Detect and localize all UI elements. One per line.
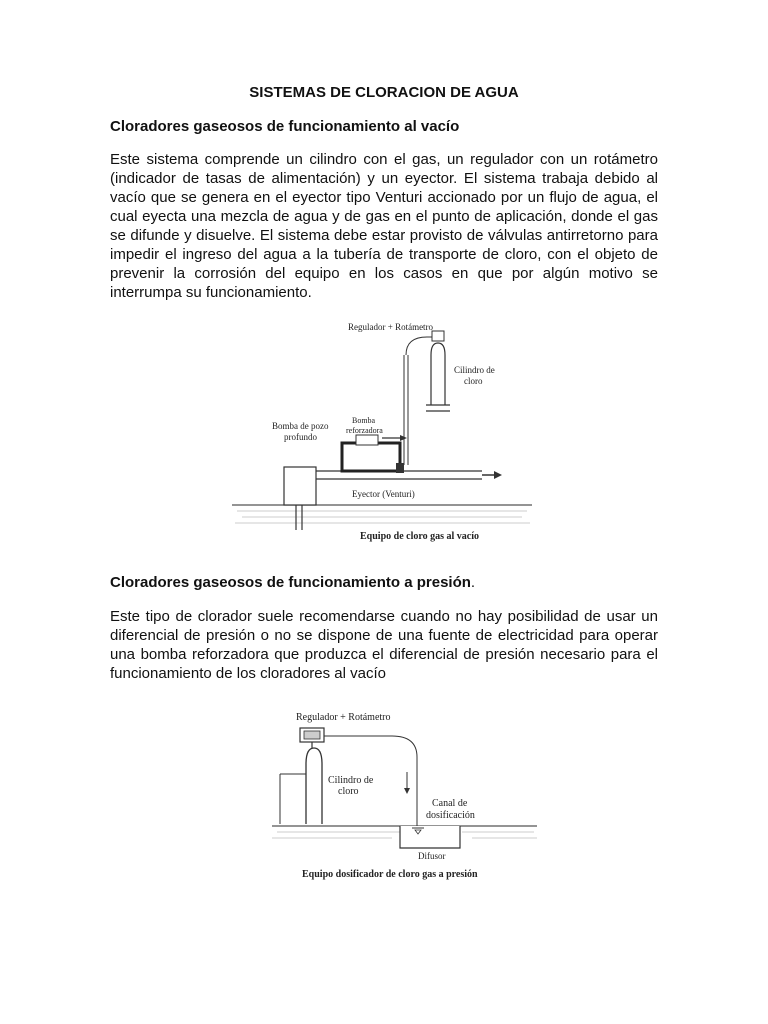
document-title: SISTEMAS DE CLORACION DE AGUA [249, 84, 519, 101]
vacuum-chlorinator-figure [232, 315, 542, 550]
well-pump-label-line1: Bomba de pozo [272, 421, 329, 431]
well-pump-shape [284, 467, 316, 505]
figure2-caption: Equipo dosificador de cloro gas a presión [302, 869, 478, 880]
cylinder-label-line2: cloro [338, 786, 359, 797]
section2-heading: Cloradores gaseosos de funcionamiento a presión [110, 574, 471, 591]
flow-arrow-icon [404, 788, 410, 794]
figure1-caption: Equipo de cloro gas al vacío [360, 531, 479, 542]
ejector-shape [396, 463, 404, 473]
section1-paragraph [110, 150, 658, 302]
section1-heading: Cloradores gaseosos de funcionamiento al vacío [110, 118, 460, 135]
chlorine-cylinder-shape [306, 748, 322, 824]
cylinder-label-line1: Cilindro de [454, 365, 495, 375]
flow-arrow-icon [494, 471, 502, 479]
section1-body: Este sistema comprende un cilindro con el gas, un regulador con un rotámetro (indicador de tasas de alimentación) y un eyector. El sistema trabaja debido al vacío que se genera en el eyector tipo Venturi accionado por un flujo de agua, el cual eyecta una mezcla de agua y de gas en el punto de aplicación, donde el gas se difunde y disuelve. El sistema debe estar provisto de válvulas antirretorno para impedir el ingreso del agua a la tubería de transporte de cloro, con el objeto de prevenir la corrosión del equipo en los casos en que por algún motivo se interrumpa su funcionamiento. [110, 151, 658, 301]
section2-heading-wrapper [110, 574, 660, 591]
channel-label-line2: dosificación [426, 810, 475, 821]
regulator-label: Regulador + Rotámetro [348, 322, 434, 332]
channel-label-line1: Canal de [432, 798, 468, 809]
ejector-label: Eyector (Venturi) [352, 489, 415, 499]
cylinder-label-line2: cloro [464, 376, 483, 386]
booster-label-line2: reforzadora [346, 426, 383, 435]
regulator-shape [432, 331, 444, 341]
section2-body: Este tipo de clorador suele recomendarse cuando no hay posibilidad de usar un diferencial de presión o no se dispone de una fuente de electricidad para operar una bomba reforzadora que produzca el diferencial de presión necesario para el funcionamiento de los cloradores al vacío [110, 608, 658, 682]
well-pump-label-line2: profundo [284, 432, 317, 442]
cylinder-label-line1: Cilindro de [328, 775, 374, 786]
booster-label-line1: Bomba [352, 416, 376, 425]
pressure-chlorinator-figure [272, 702, 542, 887]
chlorine-cylinder-shape [431, 343, 445, 405]
dosing-channel-shape [400, 826, 460, 848]
booster-pump-loop [342, 443, 400, 471]
section2-paragraph [110, 607, 658, 683]
regulator-label: Regulador + Rotámetro [296, 712, 391, 723]
section2-heading-suffix: . [470, 574, 476, 591]
diffuser-label: Difusor [418, 851, 446, 861]
